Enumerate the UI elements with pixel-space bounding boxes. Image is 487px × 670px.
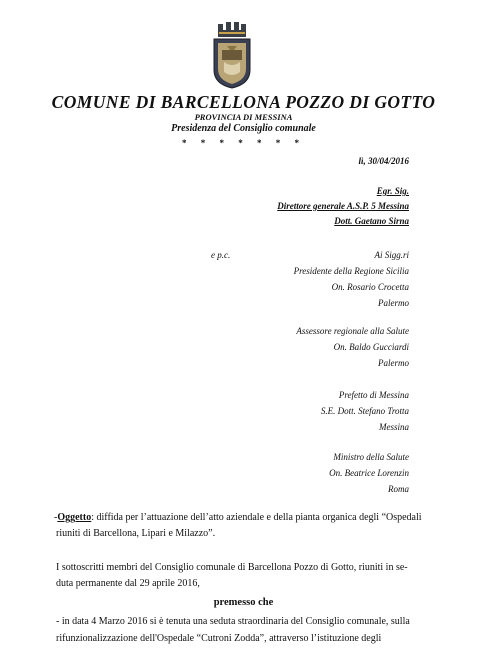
letter-date: lì, 30/04/2016 <box>358 156 409 166</box>
body-paragraph-line: - in data 4 Marzo 2016 si è tenuta una seduta straordinaria del Consiglio comunale, sulla <box>56 616 410 627</box>
province-subtitle: PROVINCIA DI MESSINA <box>194 112 293 122</box>
municipal-crest-image <box>209 20 255 90</box>
recipient-line: Prefetto di Messina <box>338 390 409 400</box>
addressee-role: Direttore generale A.S.P. 5 Messina <box>277 201 409 211</box>
recipient-line: Assessore regionale alla Salute <box>296 326 409 336</box>
body-paragraph-line: I sottoscritti membri del Consiglio comunale di Barcellona Pozzo di Gotto, riuniti in se- <box>56 562 408 573</box>
subject-text: : diffida per l’attuazione dell’atto aziendale e della pianta organica degli “Ospedali <box>91 512 422 523</box>
star-divider: * * * * * * * <box>182 138 305 148</box>
recipient-line: On. Beatrice Lorenzin <box>329 468 409 478</box>
addressee-name: Dott. Gaetano Sirna <box>334 216 409 226</box>
recipient-line: Palermo <box>378 298 409 308</box>
recipient-line: Presidente della Regione Sicilia <box>293 266 409 276</box>
subject-prefix: - <box>54 512 58 523</box>
recipient-line: Messina <box>379 422 409 432</box>
recipient-line: Palermo <box>378 358 409 368</box>
body-paragraph-line: duta permanente dal 29 aprile 2016, <box>56 578 200 589</box>
subject-label: Oggetto <box>57 512 92 523</box>
recipient-line: S.E. Dott. Stefano Trotta <box>320 406 409 416</box>
subject-line <box>54 509 422 526</box>
recipient-line: On. Rosario Crocetta <box>331 282 409 292</box>
recipient-line: Ai Sigg.ri <box>374 250 409 260</box>
addressee-salutation: Egr. Sig. <box>376 186 409 196</box>
recipient-line: Roma <box>388 484 409 494</box>
recipient-line: Ministro della Salute <box>333 452 409 462</box>
recipient-line: On. Baldo Gucciardi <box>333 342 409 352</box>
cc-label: e p.c. <box>211 250 231 260</box>
presidency-subtitle: Presidenza del Consiglio comunale <box>171 123 316 134</box>
body-paragraph-line: rifunzionalizzazione dell'Ospedale “Cutroni Zodda”, attraverso l’istituzione degli <box>56 633 382 644</box>
section-heading-premesso: premesso che <box>213 597 274 608</box>
municipality-title: COMUNE DI BARCELLONA POZZO DI GOTTO <box>51 92 436 112</box>
subject-continuation: riuniti di Barcellona, Lipari e Milazzo”. <box>56 528 216 539</box>
